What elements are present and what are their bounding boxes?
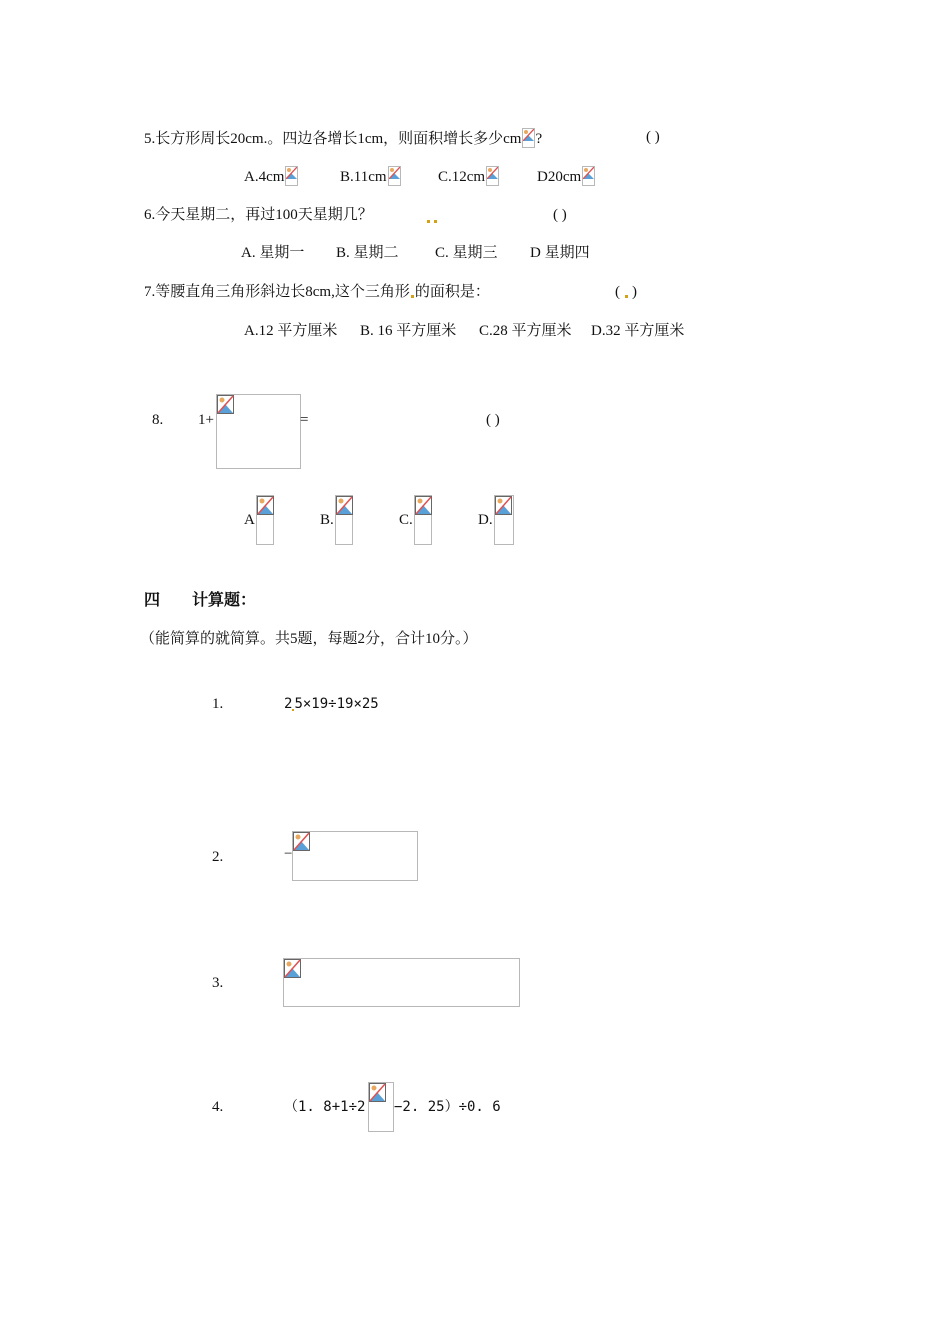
question-7-text-b: 的面积是：	[414, 284, 490, 300]
q5-option-b: B.11cm	[340, 166, 401, 186]
q7-option-a: A.12 平方厘米	[244, 323, 338, 339]
calc-4-expression-end: −2. 25）÷0. 6	[394, 1099, 501, 1115]
section-4-number: 四	[144, 590, 161, 609]
calc-2-formula-image	[292, 831, 418, 881]
broken-image-icon	[415, 496, 432, 515]
broken-image-icon	[486, 166, 499, 186]
question-5-answer-paren: ( )	[646, 129, 660, 145]
question-6-text: 6.今天星期二，再过100天星期几？	[144, 207, 373, 223]
broken-image-icon	[217, 395, 234, 414]
q8-option-c-label: C.	[399, 512, 413, 528]
broken-image-icon	[495, 496, 512, 515]
q8-option-d-label: D.	[478, 512, 493, 528]
q8-option-d-image	[494, 495, 514, 545]
calc-2-prefix: −	[284, 846, 293, 862]
q8-option-a-image	[256, 495, 274, 545]
q8-option-b-image	[335, 495, 353, 545]
calc-4-fraction-image	[368, 1082, 394, 1132]
broken-image-icon	[336, 496, 353, 515]
broken-image-icon	[522, 128, 535, 148]
q8-option-b-label: B.	[320, 512, 334, 528]
question-8-answer-paren: ( )	[486, 412, 500, 428]
question-6-answer-paren: ( )	[553, 207, 567, 223]
decorative-dots	[426, 211, 438, 229]
section-4-note: （能简算的就简算。共5题，每题2分，合计10分。）	[140, 631, 478, 647]
q5-option-d: D20cm	[537, 166, 595, 186]
q6-option-c: C. 星期三	[435, 245, 498, 261]
q7-option-c: C.28 平方厘米	[479, 323, 572, 339]
calc-1-expression: 2 5×19÷19×25	[284, 696, 379, 712]
question-7	[144, 283, 490, 301]
broken-image-icon	[257, 496, 274, 515]
broken-image-icon	[284, 959, 301, 978]
broken-image-icon	[388, 166, 401, 186]
q6-option-d: D 星期四	[530, 245, 590, 261]
calc-2-number: 2.	[212, 849, 224, 865]
broken-image-icon	[285, 166, 298, 186]
q5-option-a: A.4cm	[244, 166, 298, 186]
question-5-text: 5.长方形周长20cm.。四边各增长1cm，则面积增长多少cm	[144, 131, 522, 147]
q6-option-a: A. 星期一	[241, 245, 305, 261]
broken-image-icon	[582, 166, 595, 186]
broken-image-icon	[369, 1083, 386, 1102]
q8-option-a-label: A	[244, 512, 255, 528]
question-8-equals: =	[300, 412, 309, 428]
question-7-text-a: 7.等腰直角三角形斜边长8cm,这个三角形	[144, 284, 410, 300]
question-5-mark: ?	[535, 131, 543, 147]
question-5	[144, 128, 542, 148]
question-8-number: 8.	[152, 412, 164, 428]
q7-option-b: B. 16 平方厘米	[360, 323, 457, 339]
calc-4-number: 4.	[212, 1099, 224, 1115]
q8-option-c-image	[414, 495, 432, 545]
calc-1-number: 1.	[212, 696, 224, 712]
broken-image-icon	[293, 832, 310, 851]
q7-option-d: D.32 平方厘米	[591, 323, 685, 339]
calc-3-number: 3.	[212, 975, 224, 991]
q6-option-b: B. 星期二	[336, 245, 399, 261]
question-8-expr-start: 1+	[198, 412, 214, 428]
q5-option-c: C.12cm	[438, 166, 499, 186]
calc-4-expression-start: （1. 8+1÷2	[284, 1099, 366, 1115]
question-8-formula-image	[216, 394, 301, 469]
calc-3-formula-image	[283, 958, 520, 1007]
question-7-answer-paren: ( )	[615, 284, 637, 300]
section-4-title: 计算题：	[192, 590, 257, 609]
